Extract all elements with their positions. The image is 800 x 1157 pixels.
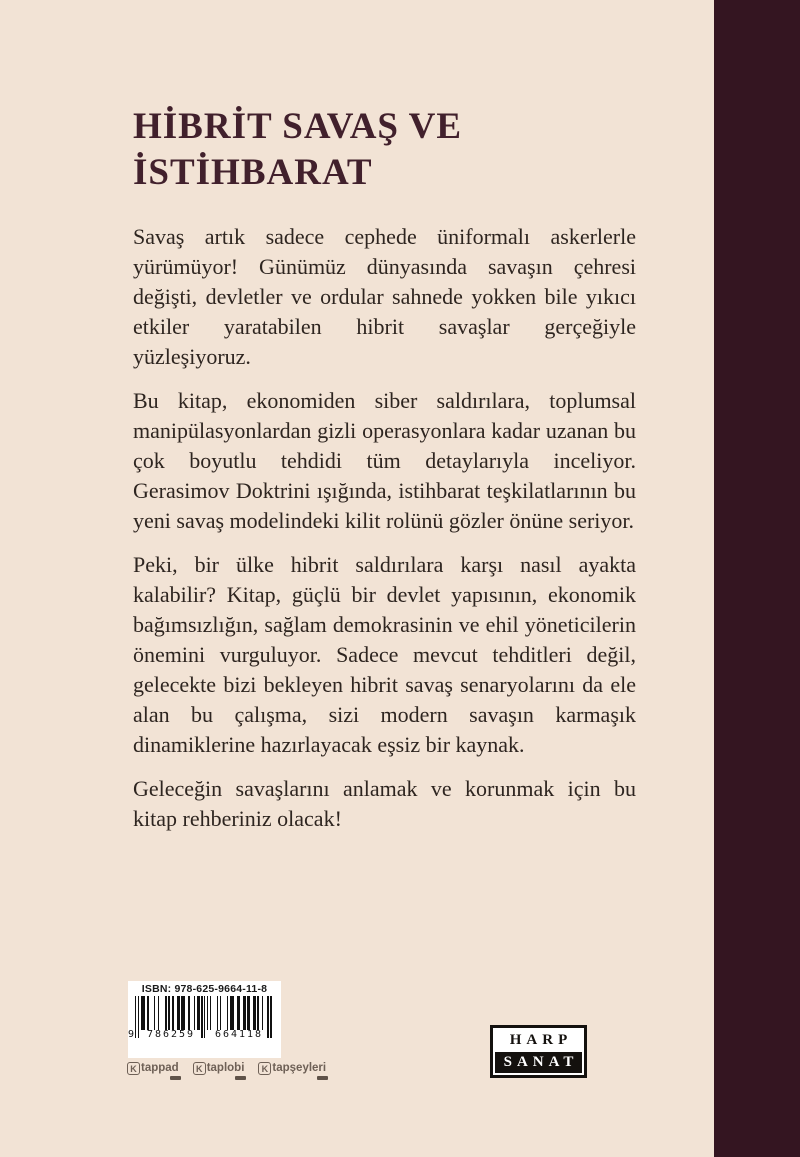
description-paragraph: Geleceğin savaşlarını anlamak ve korunmak için bu kitap rehberiniz olacak!	[133, 776, 636, 831]
dot-com-badge	[317, 1076, 328, 1080]
store-logo-taplobi	[193, 1062, 245, 1080]
barcode-digit-group1: 786259	[146, 1029, 196, 1040]
store-logo-label: tappad	[141, 1062, 179, 1074]
barcode-digit-first: 9	[128, 1029, 137, 1040]
publisher-logo	[490, 1025, 587, 1078]
publisher-logo-top: HARP	[495, 1030, 582, 1051]
store-logos	[127, 1062, 326, 1080]
isbn-label: ISBN: 978-625-9664-11-8	[141, 983, 268, 995]
publisher-logo-bottom: SANAT	[495, 1052, 582, 1073]
book-title-line1: HİBRİT SAVAŞ VE	[133, 106, 462, 147]
store-logo-label: taplobi	[206, 1062, 245, 1074]
k-book-icon: K	[127, 1062, 140, 1075]
book-description	[133, 222, 636, 834]
description-paragraph: Bu kitap, ekonomiden siber saldırılara, toplumsal manipülasyonlardan gizli operasyonlara kadar uzanan bu çok boyutlu tehdidi tüm detaylarıyla inceliyor. Gerasimov Doktrini ışığında, istihbarat teşkilatlarının bu yeni savaş modelindeki kilit rolünü gözler önüne seriyor.	[133, 388, 636, 533]
k-book-icon: K	[193, 1062, 206, 1075]
barcode-digit-group2: 664118	[214, 1029, 264, 1040]
description-paragraph: Savaş artık sadece cephede üniformalı askerlerle yürümüyor! Günümüz dünyasında savaşın çehresi değişti, devletler ve ordular sahnede yokken bile yıkıcı etkiler yaratabilen hibrit savaşlar gerçeğiyle yüzleşiyoruz.	[133, 224, 636, 369]
dot-com-badge	[170, 1076, 181, 1080]
store-logo-tapşeyleri	[258, 1062, 326, 1080]
barcode-digits	[128, 1029, 273, 1040]
barcode	[128, 981, 281, 1058]
description-paragraph: Peki, bir ülke hibrit saldırılara karşı nasıl ayakta kalabilir? Kitap, güçlü bir devlet yapısının, ekonomik bağımsızlığın, sağlam demokrasinin ve ehil yöneticilerin önemini vurguluyor. Sadece mevcut tehditleri değil, gelecekte bizi bekleyen hibrit savaş senaryolarını da ele alan bu çalışma, sizi modern savaşın karmaşık dinamiklerine hazırlayacak eşsiz bir kaynak.	[133, 552, 636, 757]
spine-band	[714, 0, 800, 1157]
dot-com-badge	[235, 1076, 246, 1080]
store-logo-tappad	[127, 1062, 179, 1080]
store-logo-label: tapşeyleri	[272, 1062, 327, 1074]
cover-content	[133, 104, 636, 834]
k-book-icon: K	[258, 1062, 271, 1075]
book-title	[133, 104, 636, 196]
book-title-line2: İSTİHBARAT	[133, 152, 373, 193]
